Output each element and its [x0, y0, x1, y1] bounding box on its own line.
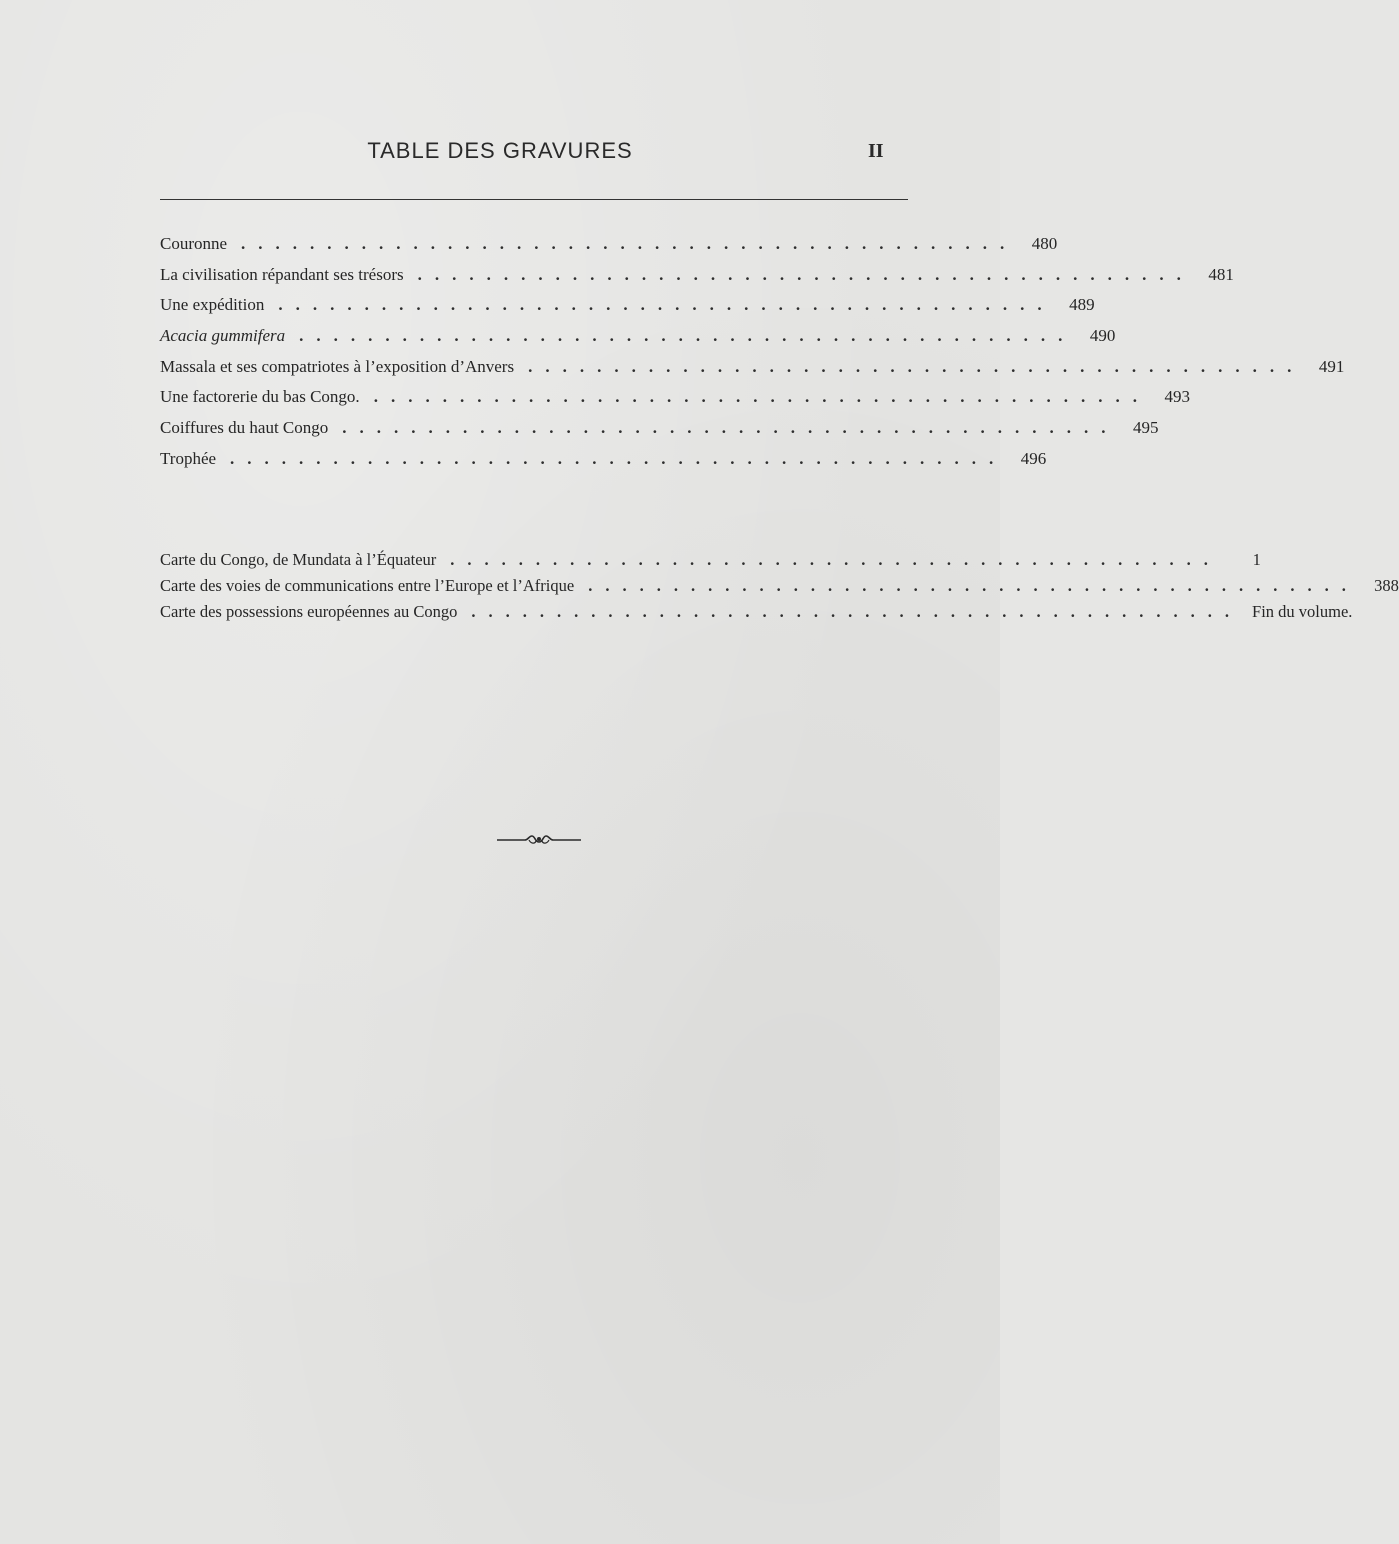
map-entry: [160, 547, 1261, 573]
dot-leader: .............................................: [241, 234, 1018, 253]
entry-page: 489: [1069, 295, 1095, 315]
entry-title: Une factorerie du bas Congo.: [160, 387, 360, 407]
dot-leader: .............................................: [278, 295, 1055, 315]
entry-title: Trophée: [160, 448, 217, 468]
page-number: II: [868, 140, 884, 162]
dot-leader: .............................................: [299, 326, 1076, 346]
engravings-list: [160, 229, 1345, 475]
dot-leader: .............................................: [342, 418, 1119, 438]
entry-page: 493: [1164, 387, 1190, 407]
dot-leader: .............................................: [230, 448, 1007, 468]
entry-page: 480: [1031, 234, 1058, 253]
engraving-entry: [160, 260, 1234, 291]
maps-list: [160, 547, 1399, 625]
engraving-entry: [160, 382, 1190, 413]
dot-leader: .............................................: [450, 550, 1221, 569]
entry-title: Massala et ses compatriotes à l’exposition d’Anvers: [160, 356, 515, 376]
header-rule: [160, 199, 908, 200]
dot-leader: .............................................: [471, 602, 1243, 621]
ornament-icon: [495, 829, 583, 849]
entry-title: Coiffures du haut Congo: [160, 418, 329, 438]
entry-page: 495: [1133, 418, 1159, 438]
entry-page: 496: [1020, 448, 1047, 468]
entry-title: Carte du Congo, de Mundata à l’Équateur: [160, 550, 437, 569]
entry-title: Couronne: [160, 234, 228, 253]
engraving-entry: [160, 413, 1159, 444]
entry-page: 388: [1374, 576, 1399, 595]
entry-page: 1: [1252, 550, 1261, 569]
dot-leader: .............................................: [588, 576, 1359, 595]
engraving-entry: [160, 321, 1116, 352]
entry-page: 481: [1208, 264, 1234, 284]
entry-title: Acacia gummifera: [160, 326, 286, 346]
entry-page: 491: [1318, 356, 1345, 376]
entry-title: Une expédition: [160, 295, 265, 315]
entry-title: Carte des voies de communications entre l’Europe et l’Afrique: [160, 576, 575, 595]
running-title: TABLE DES GRAVURES: [367, 138, 633, 163]
map-entry: [160, 573, 1399, 599]
engraving-entry: [160, 444, 1047, 475]
entry-page: 490: [1089, 326, 1116, 346]
engraving-entry: [160, 352, 1345, 383]
dot-leader: .............................................: [528, 356, 1305, 376]
engraving-entry: [160, 290, 1095, 321]
entry-title: Carte des possessions européennes au Congo: [160, 602, 458, 621]
entry-page: Fin du volume.: [1252, 602, 1353, 621]
dot-leader: .............................................: [417, 264, 1194, 284]
map-entry: [160, 599, 1353, 625]
entry-title: La civilisation répandant ses trésors: [160, 264, 404, 284]
engraving-entry: [160, 229, 1058, 260]
dot-leader: .............................................: [373, 387, 1150, 407]
